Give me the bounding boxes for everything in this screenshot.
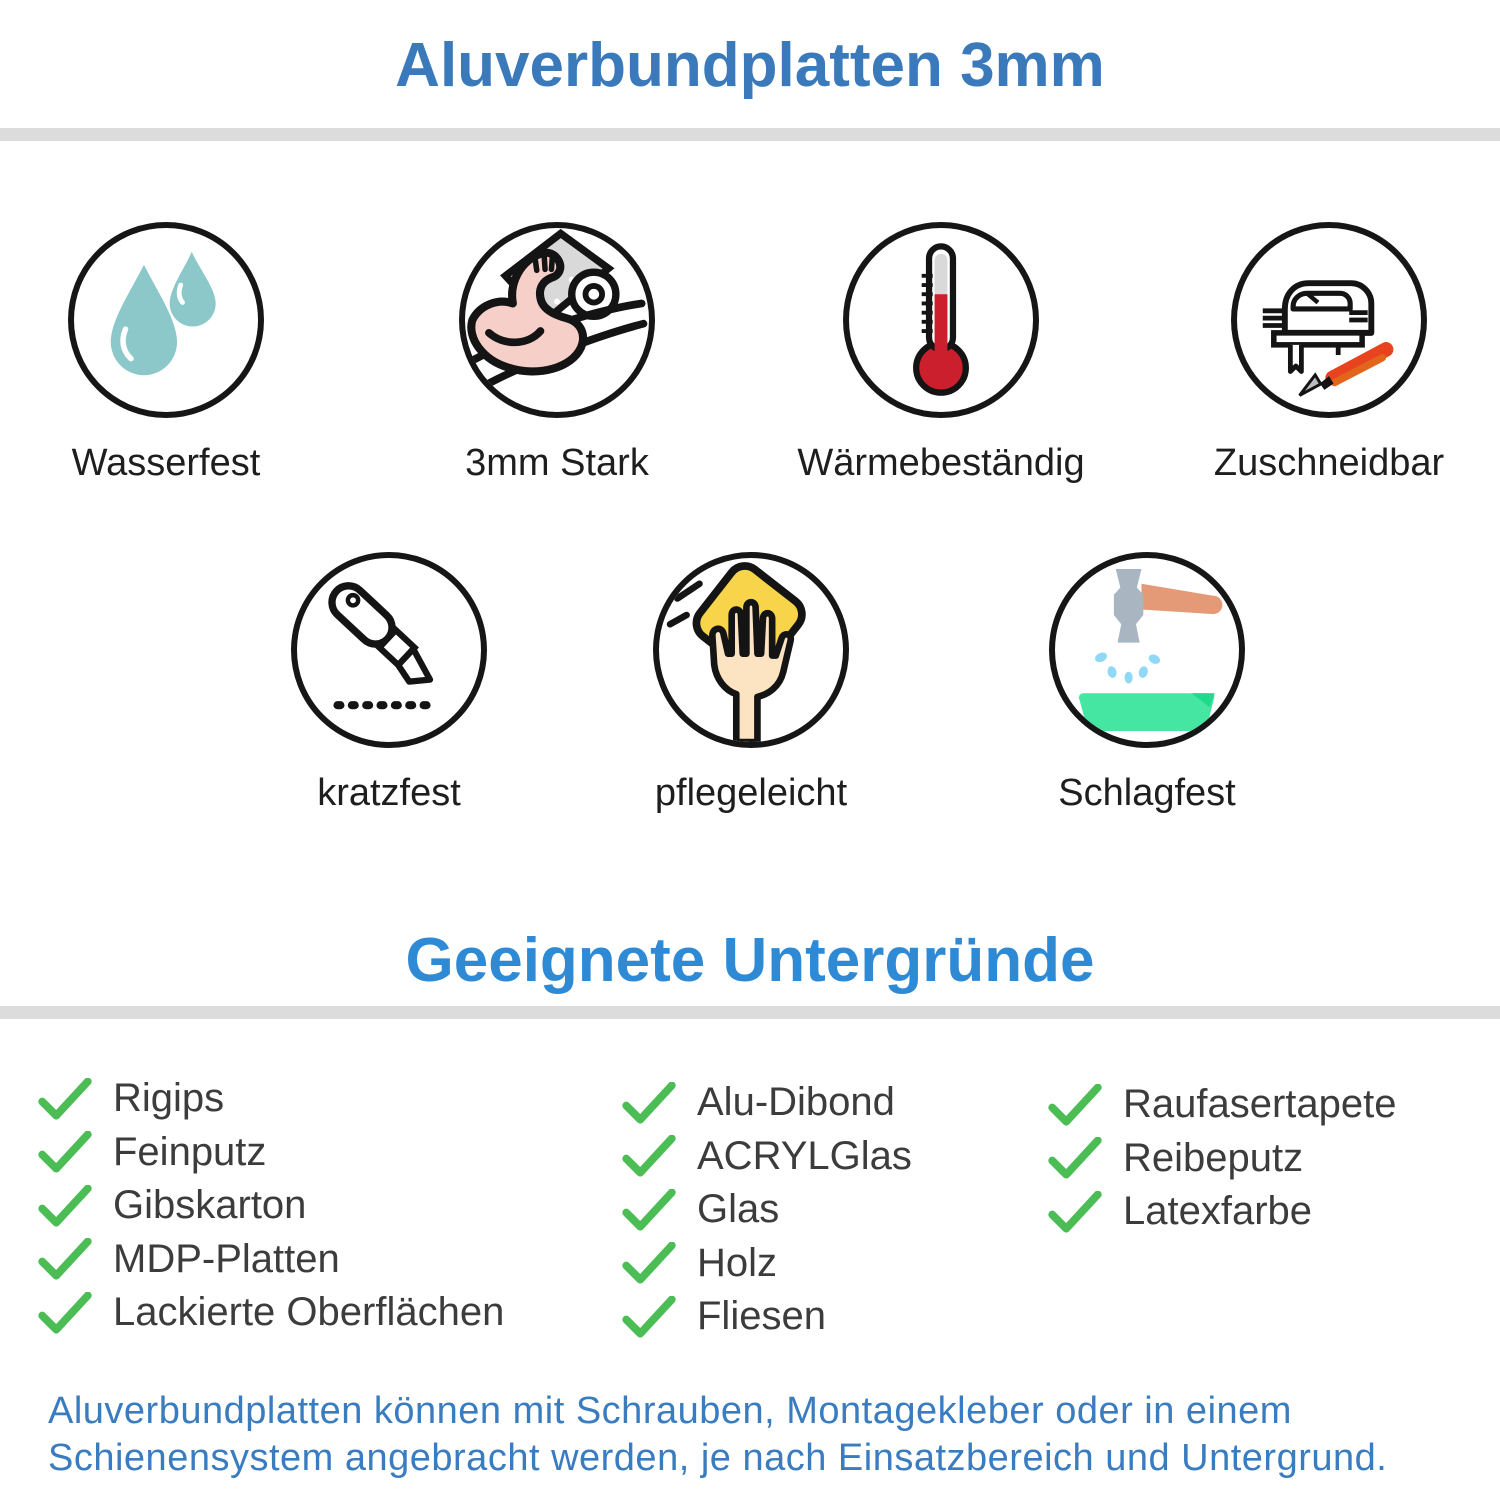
feature-badge <box>68 222 264 418</box>
substrate-label: Raufasertapete <box>1123 1082 1397 1127</box>
mounting-note <box>48 1388 1478 1482</box>
mounting-note-line1: Aluverbundplatten können mit Schrauben, Montagekleber oder in einem <box>48 1390 1292 1432</box>
feature-label: Zuschneidbar <box>1213 442 1445 484</box>
divider-bottom <box>0 1006 1500 1019</box>
page-title: Aluverbundplatten 3mm <box>395 31 1105 100</box>
substrate-column-3 <box>1048 1078 1397 1239</box>
check-icon <box>38 1238 92 1280</box>
substrate-label: Fliesen <box>697 1294 826 1339</box>
check-icon <box>38 1185 92 1227</box>
check-icon <box>1048 1191 1102 1233</box>
substrate-item <box>38 1286 504 1340</box>
check-icon <box>1048 1084 1102 1126</box>
feature-label: kratzfest <box>317 772 461 814</box>
substrate-label: Gibskarton <box>113 1183 307 1228</box>
substrate-column-1 <box>38 1072 504 1340</box>
substrate-column-2 <box>622 1076 912 1344</box>
check-icon <box>622 1082 676 1124</box>
substrate-item <box>1048 1132 1397 1186</box>
check-icon <box>622 1135 676 1177</box>
check-icon <box>622 1242 676 1284</box>
substrate-label: Reibeputz <box>1123 1135 1304 1180</box>
thermometer-icon <box>849 228 1033 412</box>
feature-pflegeleicht <box>591 552 911 815</box>
divider-top <box>0 128 1500 141</box>
mounting-note-line2: Schienensystem angebracht werden, je nach Einsatzbereich und Untergrund. <box>48 1437 1388 1479</box>
feature-wasserfest <box>6 222 326 485</box>
feature-badge <box>291 552 487 748</box>
feature-3mm-stark <box>397 222 717 485</box>
substrate-item <box>622 1076 912 1130</box>
substrate-item <box>38 1233 504 1287</box>
check-icon <box>38 1078 92 1120</box>
substrate-label: Feinputz <box>113 1129 267 1174</box>
check-icon <box>1048 1137 1102 1179</box>
substrate-item <box>38 1126 504 1180</box>
utility-knife-icon <box>297 558 481 742</box>
substrate-label: Rigips <box>113 1076 225 1121</box>
feature-label: pflegeleicht <box>654 772 848 814</box>
substrate-label: ACRYLGlas <box>697 1133 912 1178</box>
feature-badge <box>843 222 1039 418</box>
feature-badge <box>1231 222 1427 418</box>
substrate-item <box>38 1072 504 1126</box>
feature-schlagfest <box>987 552 1307 815</box>
substrate-label: Lackierte Oberflächen <box>113 1290 505 1335</box>
substrate-item <box>622 1183 912 1237</box>
feature-zuschneidbar <box>1169 222 1489 485</box>
water-drops-icon <box>74 228 258 412</box>
substrate-label: Glas <box>697 1187 780 1232</box>
flexed-arm-icon <box>465 228 649 412</box>
check-icon <box>622 1189 676 1231</box>
substrate-label: MDP-Platten <box>113 1236 340 1281</box>
feature-badge <box>653 552 849 748</box>
jigsaw-icon <box>1237 228 1421 412</box>
substrate-label: Latexfarbe <box>1123 1189 1313 1234</box>
feature-badge <box>459 222 655 418</box>
substrate-label: Alu-Dibond <box>697 1080 895 1125</box>
substrate-item <box>1048 1185 1397 1239</box>
substrate-item <box>622 1290 912 1344</box>
feature-badge <box>1049 552 1245 748</box>
feature-kratzfest <box>229 552 549 815</box>
substrate-item <box>1048 1078 1397 1132</box>
substrate-item <box>622 1237 912 1291</box>
feature-label: Wasserfest <box>71 442 261 484</box>
check-icon <box>38 1131 92 1173</box>
feature-label: Wärmebeständig <box>797 442 1085 484</box>
feature-waermebestaendig <box>781 222 1101 485</box>
substrate-item <box>38 1179 504 1233</box>
feature-label: Schlagfest <box>1058 772 1236 814</box>
check-icon <box>622 1296 676 1338</box>
wiping-hand-icon <box>659 558 843 742</box>
check-icon <box>38 1292 92 1334</box>
hammer-icon <box>1055 558 1239 742</box>
feature-label: 3mm Stark <box>465 442 649 484</box>
substrate-item <box>622 1130 912 1184</box>
section-title-untergruende: Geeignete Untergründe <box>405 926 1095 995</box>
substrate-label: Holz <box>697 1240 778 1285</box>
